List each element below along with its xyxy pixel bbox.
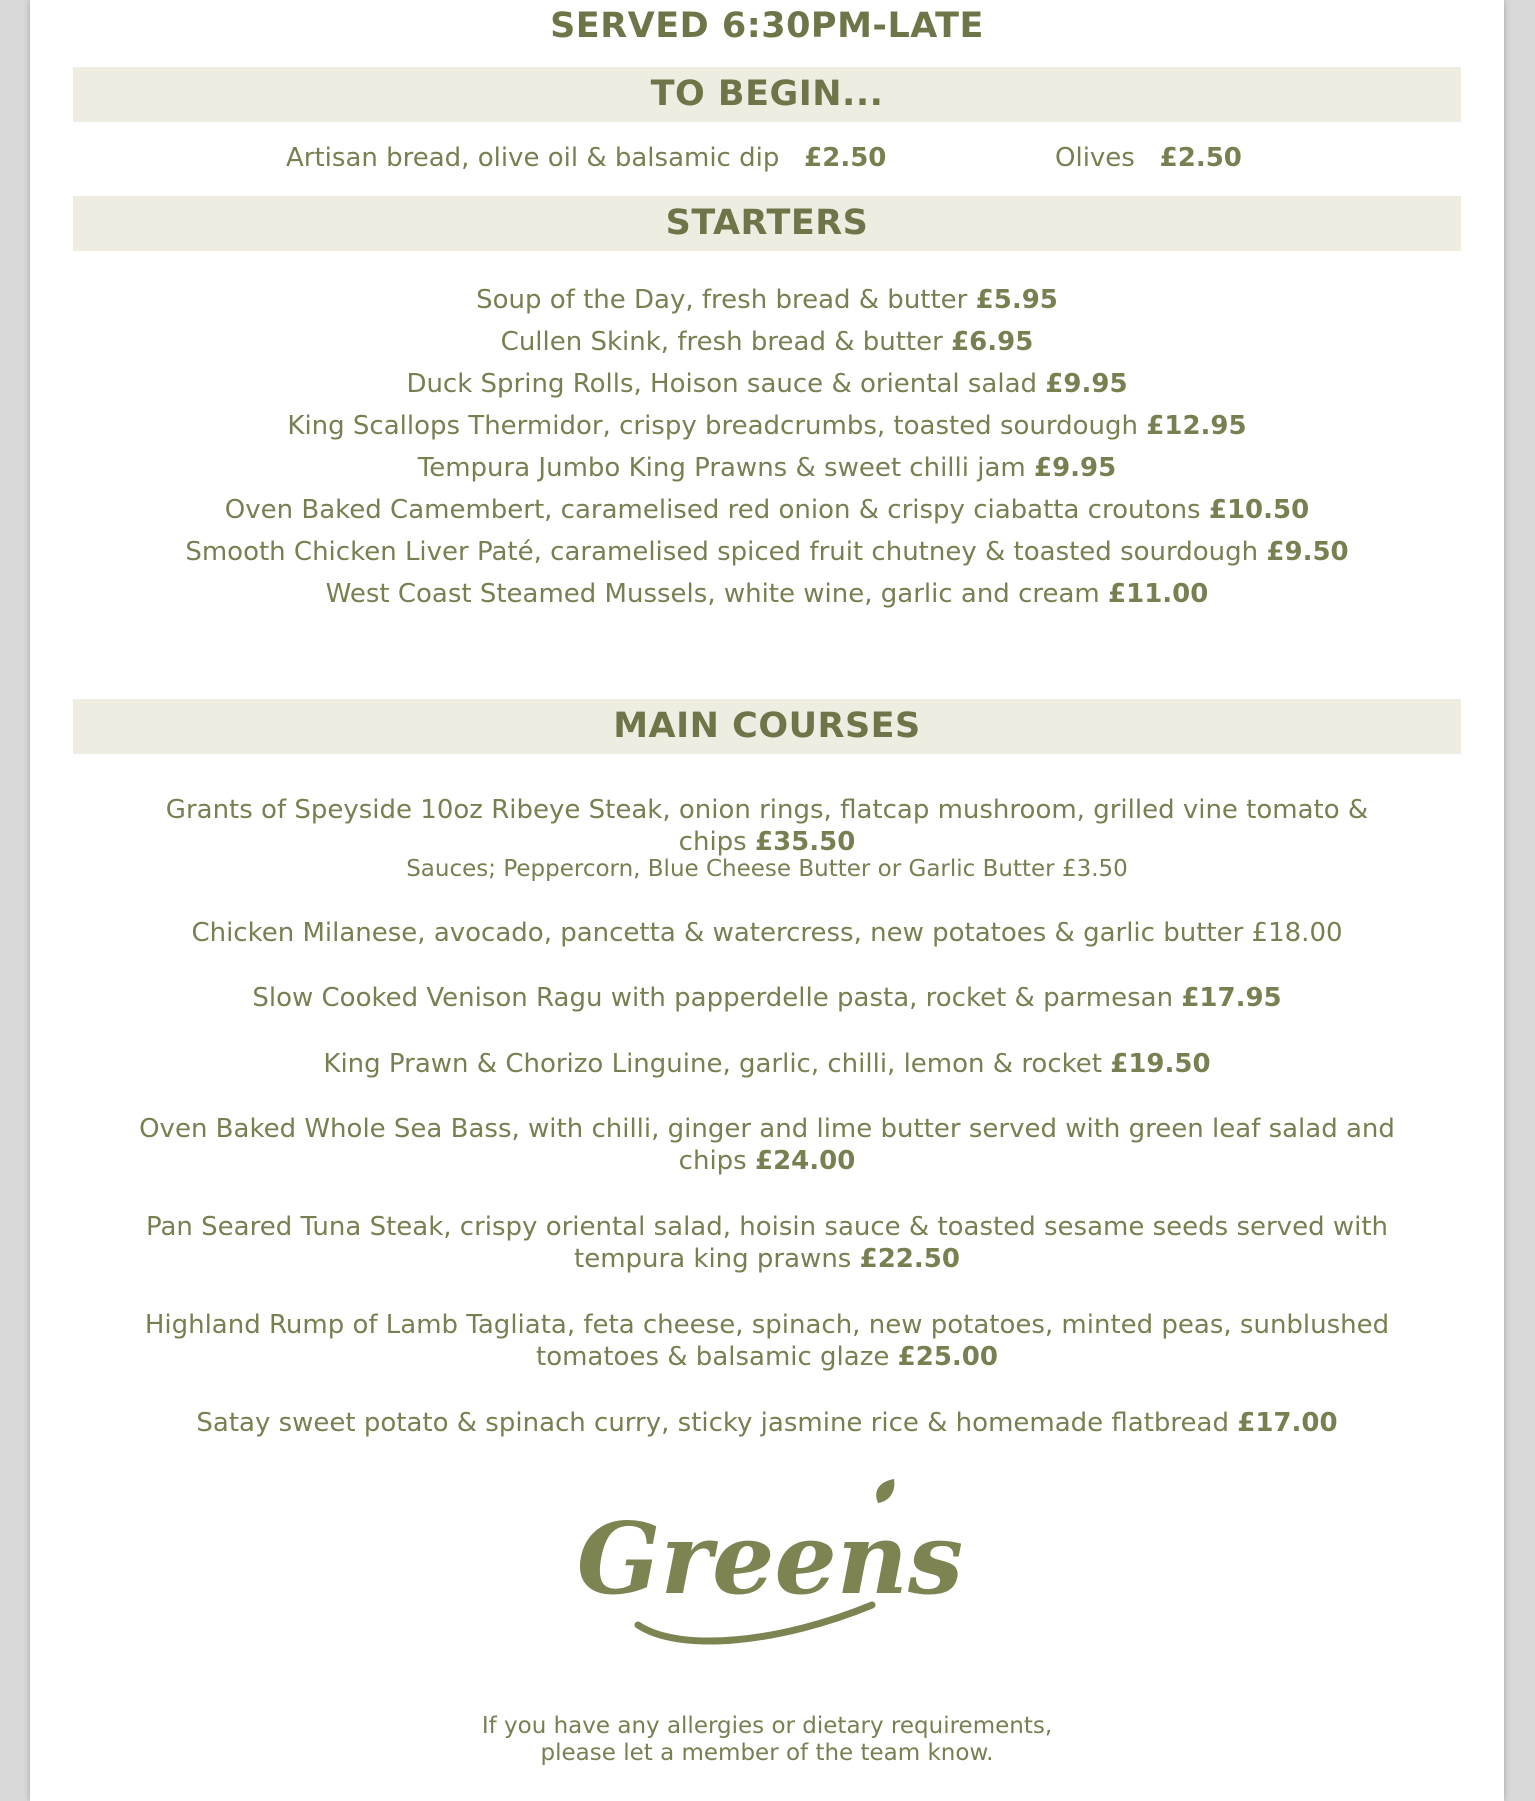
sauces-note: Sauces; Peppercorn, Blue Cheese Butter or Garlic Butter £3.50 [406,856,1128,882]
item-price: £6.95 [951,327,1034,357]
menu-item [130,1113,1404,1177]
item-price: £25.00 [897,1342,998,1372]
menu-item [286,140,886,176]
section-header-starters: STARTERS [73,196,1461,251]
allergy-line-2: please let a member of the team know. [540,1740,994,1766]
menu-page [30,0,1504,1801]
item-price: £5.95 [975,285,1058,315]
item-name: Slow Cooked Venison Ragu with papperdelle pasta, rocket & parmesan [252,983,1174,1013]
item-price: £2.50 [804,143,887,173]
item-price: £22.50 [859,1244,960,1274]
item-price: £11.00 [1108,579,1209,609]
item-name: Artisan bread, olive oil & balsamic dip [286,143,780,173]
menu-item [30,536,1504,568]
allergy-line-1: If you have any allergies or dietary requirements, [481,1713,1053,1739]
item-name: Highland Rump of Lamb Tagliata, feta cheese, spinach, new potatoes, minted peas, sunblushed tomatoes & balsamic glaze [144,1310,1390,1372]
item-name: Satay sweet potato & spinach curry, sticky jasmine rice & homemade flatbread [196,1408,1229,1438]
item-price: £2.50 [1159,143,1242,173]
item-name: Pan Seared Tuna Steak, crispy oriental salad, hoisin sauce & toasted sesame seeds served with tempura king prawns [145,1212,1388,1274]
allergy-notice [30,1713,1504,1767]
menu-item [1055,140,1242,176]
item-name: Cullen Skink, fresh bread & butter [500,327,943,357]
item-price: £9.95 [1033,453,1117,483]
item-price: £17.00 [1237,1408,1338,1438]
menu-item [130,1407,1404,1439]
greens-logo [576,1475,964,1655]
item-name: King Prawn & Chorizo Linguine, garlic, chilli, lemon & rocket [323,1049,1102,1079]
item-name: King Scallops Thermidor, crispy breadcrumbs, toasted sourdough [287,411,1138,441]
menu-item [130,794,1404,858]
item-price: £19.50 [1110,1049,1211,1079]
menu-item [130,982,1404,1014]
menu-item [130,1048,1404,1080]
item-name: Soup of the Day, fresh bread & butter [476,285,968,315]
item-name: Tempura Jumbo King Prawns & sweet chilli jam [417,453,1026,483]
section-header-main-courses: MAIN COURSES [73,699,1461,754]
leaf-icon [876,1479,894,1503]
item-name: Olives [1055,143,1135,173]
item-price: £17.95 [1181,983,1282,1013]
menu-item [30,452,1504,484]
item-price: £18.00 [1251,918,1343,948]
item-name: Grants of Speyside 10oz Ribeye Steak, onion rings, flatcap mushroom, grilled vine tomato & chips [165,795,1369,857]
item-name: Oven Baked Whole Sea Bass, with chilli, ginger and lime butter served with green leaf salad and chips [139,1114,1395,1176]
menu-item [30,410,1504,442]
menu-item [130,917,1404,949]
menu-item [130,1309,1404,1373]
section-header-to-begin: TO BEGIN... [73,67,1461,122]
menu-item [30,326,1504,358]
item-name: West Coast Steamed Mussels, white wine, garlic and cream [325,579,1100,609]
logo-wordmark: Greens [576,1502,964,1617]
menu-item [30,284,1504,316]
item-name: Smooth Chicken Liver Paté, caramelised spiced fruit chutney & toasted sourdough [185,537,1259,567]
greens-logo-mark [576,1475,964,1655]
item-price: £12.95 [1146,411,1247,441]
menu-item [30,578,1504,610]
item-name: Chicken Milanese, avocado, pancetta & watercress, new potatoes & garlic butter [191,918,1244,948]
service-time: SERVED 6:30PM-LATE [550,6,984,46]
item-name: Oven Baked Camembert, caramelised red onion & crispy ciabatta croutons [224,495,1201,525]
item-name: Duck Spring Rolls, Hoison sauce & oriental salad [406,369,1038,399]
item-price: £10.50 [1208,495,1310,525]
item-price: £24.00 [754,1146,856,1176]
item-price: £9.95 [1045,369,1128,399]
menu-item [30,494,1504,526]
item-price: £35.50 [754,827,856,857]
item-price: £9.50 [1266,537,1349,567]
menu-item [30,368,1504,400]
menu-item [130,1211,1404,1275]
